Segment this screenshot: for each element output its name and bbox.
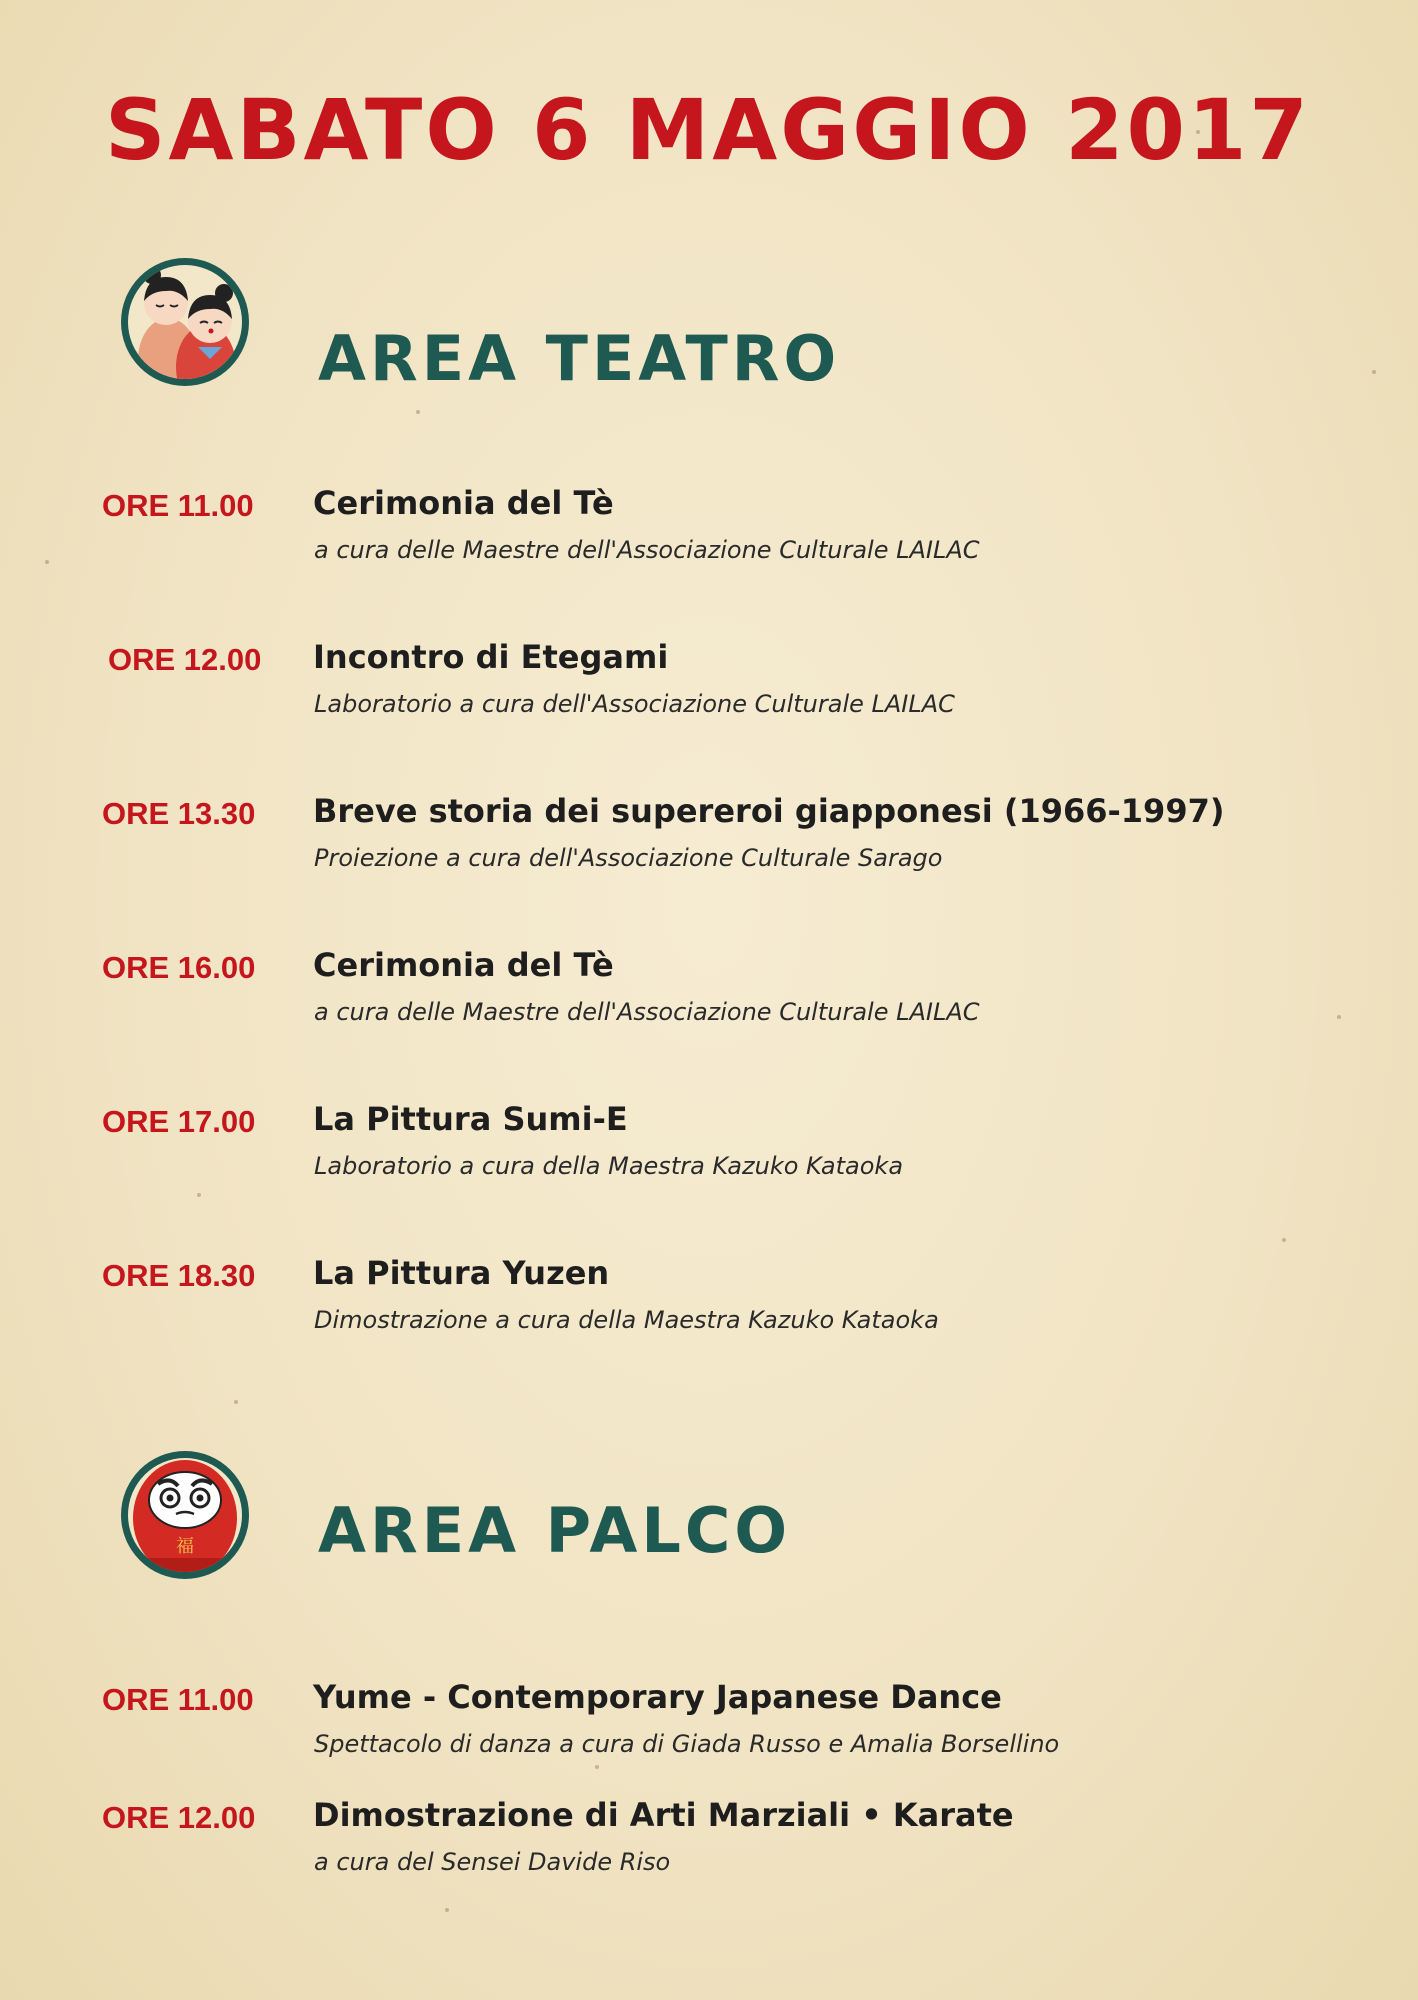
event-time: ORE 16.00 — [102, 950, 256, 985]
event-title: Cerimonia del Tè — [313, 946, 614, 984]
event-time: ORE 11.00 — [102, 1682, 254, 1717]
event-item — [0, 478, 1418, 588]
event-title: Incontro di Etegami — [313, 638, 669, 676]
event-description: Spettacolo di danza a cura di Giada Russo e Amalia Borsellino — [314, 1730, 1060, 1758]
event-item — [0, 1094, 1418, 1204]
event-time: ORE 17.00 — [102, 1104, 256, 1139]
event-time: ORE 12.00 — [102, 1800, 256, 1835]
event-title: La Pittura Yuzen — [313, 1254, 610, 1292]
daruma-doll-icon — [118, 1448, 252, 1582]
event-description: a cura delle Maestre dell'Associazione Culturale LAILAC — [314, 998, 980, 1026]
event-description: Proiezione a cura dell'Associazione Culturale Sarago — [314, 844, 943, 872]
event-time: ORE 12.00 — [108, 642, 262, 677]
event-title: Yume - Contemporary Japanese Dance — [313, 1678, 1002, 1716]
event-description: Laboratorio a cura della Maestra Kazuko Kataoka — [314, 1152, 904, 1180]
event-time: ORE 13.30 — [102, 796, 256, 831]
event-title: Dimostrazione di Arti Marziali • Karate — [313, 1796, 1014, 1834]
daruma-character: 福 — [176, 1536, 194, 1557]
event-time: ORE 11.00 — [102, 488, 254, 523]
event-title: Cerimonia del Tè — [313, 484, 614, 522]
event-description: Laboratorio a cura dell'Associazione Culturale LAILAC — [314, 690, 955, 718]
page-title: SABATO 6 MAGGIO 2017 — [105, 81, 1311, 179]
event-description: Dimostrazione a cura della Maestra Kazuko Kataoka — [314, 1306, 939, 1334]
section-title: AREA PALCO — [318, 1494, 792, 1567]
kokeshi-dolls-icon — [118, 255, 252, 389]
paper-speck — [416, 410, 420, 414]
paper-speck — [234, 1400, 238, 1404]
event-item — [0, 1790, 1418, 1900]
event-item — [0, 1672, 1418, 1782]
event-item — [0, 1248, 1418, 1358]
event-description: a cura delle Maestre dell'Associazione Culturale LAILAC — [314, 536, 980, 564]
event-item — [0, 940, 1418, 1050]
paper-speck — [1282, 1238, 1286, 1242]
paper-speck — [1372, 370, 1376, 374]
event-title: La Pittura Sumi-E — [313, 1100, 628, 1138]
event-description: a cura del Sensei Davide Riso — [314, 1848, 671, 1876]
event-time: ORE 18.30 — [102, 1258, 256, 1293]
paper-speck — [445, 1908, 449, 1912]
event-item — [0, 786, 1418, 896]
section-title: AREA TEATRO — [318, 322, 841, 395]
event-item — [0, 632, 1418, 742]
event-title: Breve storia dei supereroi giapponesi (1966-1997) — [313, 792, 1225, 830]
